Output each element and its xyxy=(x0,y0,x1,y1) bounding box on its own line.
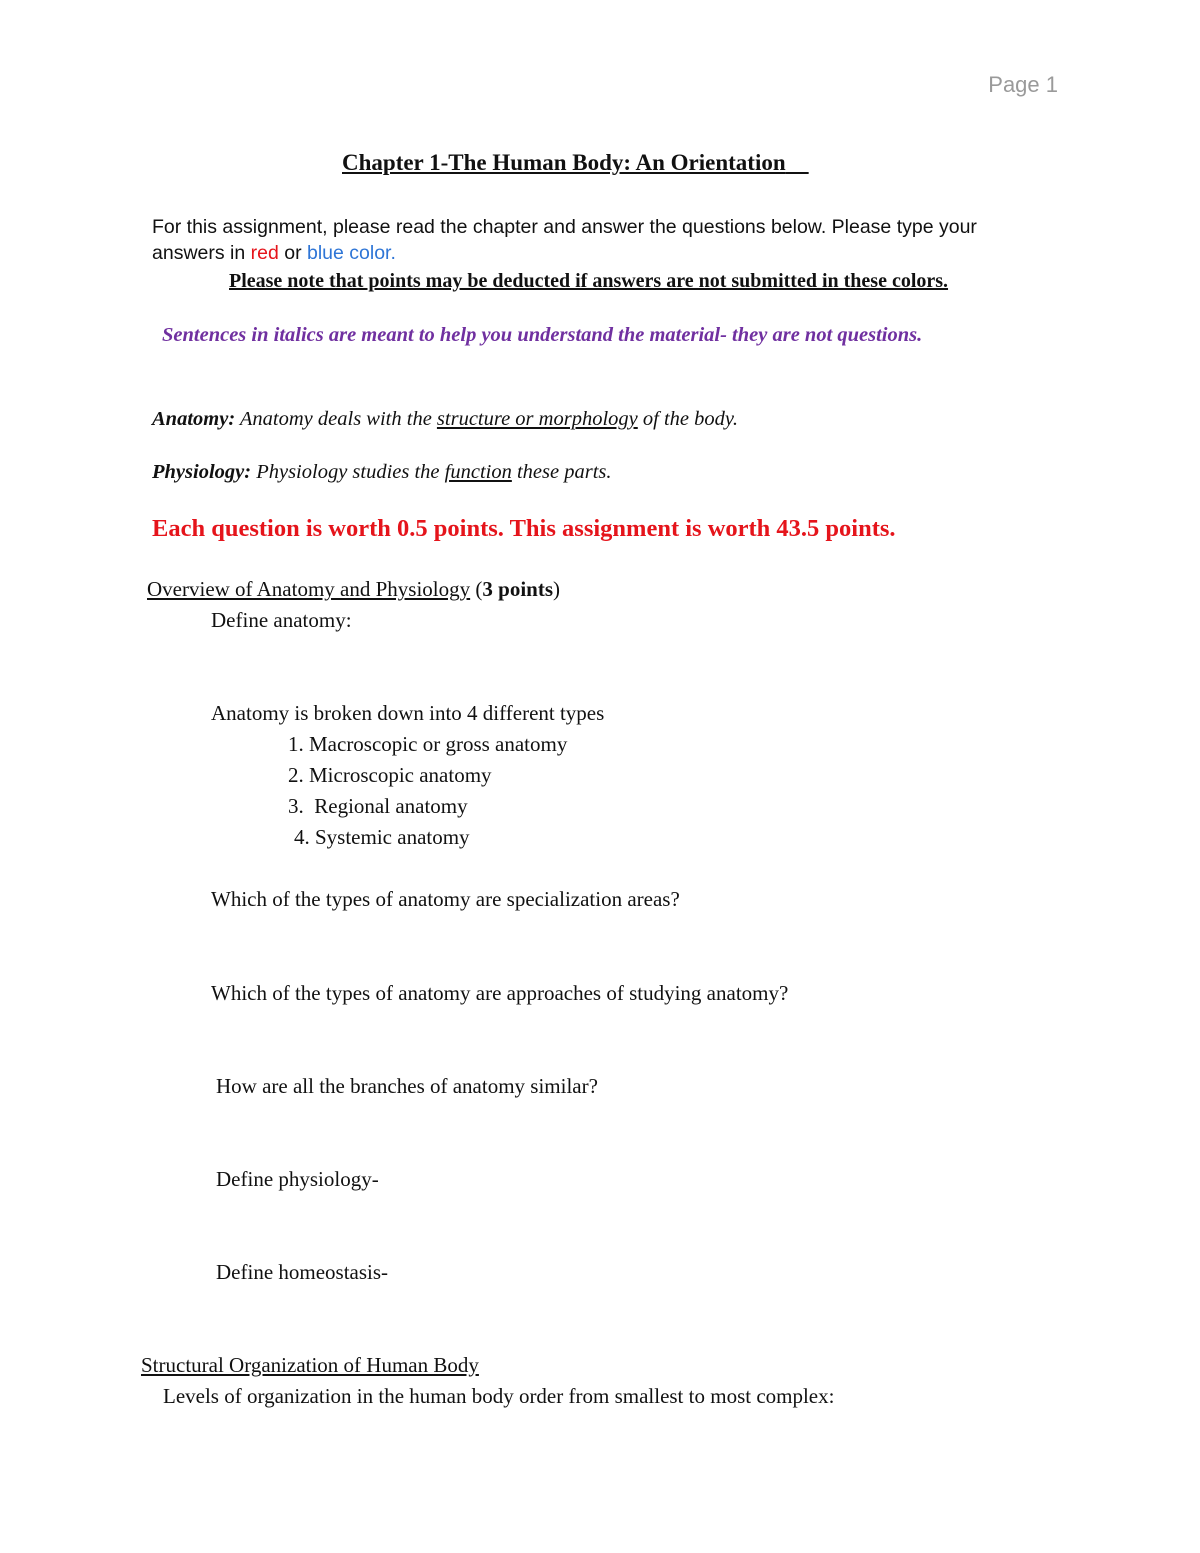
question-approaches: Which of the types of anatomy are approaches of studying anatomy? xyxy=(211,981,789,1005)
section-structural-heading: Structural Organization of Human Body xyxy=(141,1353,479,1377)
physiology-def-underlined: function xyxy=(444,461,512,483)
section-overview-title: Overview of Anatomy and Physiology xyxy=(147,577,471,601)
list-item: 4. Systemic anatomy xyxy=(294,825,470,849)
section-overview-heading xyxy=(147,577,560,602)
page-number: Page 1 xyxy=(988,72,1058,97)
section-points: 3 points xyxy=(482,577,553,601)
list-item: 2. Microscopic anatomy xyxy=(288,763,492,787)
blue-word: blue color. xyxy=(307,242,396,264)
points-note: Each question is worth 0.5 points. This assignment is worth 43.5 points. xyxy=(152,515,896,542)
anatomy-def-pre: Anatomy deals with the xyxy=(235,408,437,430)
anatomy-definition xyxy=(152,408,738,431)
levels-of-organization: Levels of organization in the human body order from smallest to most complex: xyxy=(163,1384,835,1408)
red-word: red xyxy=(250,242,279,264)
list-item: 3. Regional anatomy xyxy=(288,794,468,818)
italics-note: Sentences in italics are meant to help you understand the material- they are not questions. xyxy=(162,324,923,346)
anatomy-term: Anatomy: xyxy=(152,408,236,430)
color-note: Please note that points may be deducted if answers are not submitted in these colors. xyxy=(229,270,949,292)
physiology-definition xyxy=(152,461,612,484)
page-title xyxy=(342,150,809,176)
anatomy-def-underlined: structure or morphology xyxy=(436,408,638,430)
question-specialization: Which of the types of anatomy are specialization areas? xyxy=(211,887,680,911)
title-text: Chapter 1-The Human Body: An Orientation xyxy=(342,150,786,175)
or-word: or xyxy=(278,242,307,264)
question-define-anatomy: Define anatomy: xyxy=(211,608,352,632)
question-branches-similar: How are all the branches of anatomy similar? xyxy=(216,1074,598,1098)
section-points-close: ) xyxy=(553,577,560,601)
intro-answers-prefix: answers in xyxy=(152,242,251,264)
physiology-def-pre: Physiology studies the xyxy=(251,461,445,483)
section-points-open: ( xyxy=(470,577,483,601)
physiology-def-post: these parts. xyxy=(511,461,612,483)
physiology-term: Physiology: xyxy=(152,461,252,483)
intro-line-2 xyxy=(152,242,396,265)
list-item: 1. Macroscopic or gross anatomy xyxy=(288,732,568,756)
anatomy-types-intro: Anatomy is broken down into 4 different types xyxy=(211,701,605,725)
intro-line-1: For this assignment, please read the chapter and answer the questions below. Please type your xyxy=(152,216,977,238)
question-define-homeostasis: Define homeostasis- xyxy=(216,1260,389,1284)
question-define-physiology: Define physiology- xyxy=(216,1167,379,1191)
anatomy-def-post: of the body. xyxy=(637,408,738,430)
